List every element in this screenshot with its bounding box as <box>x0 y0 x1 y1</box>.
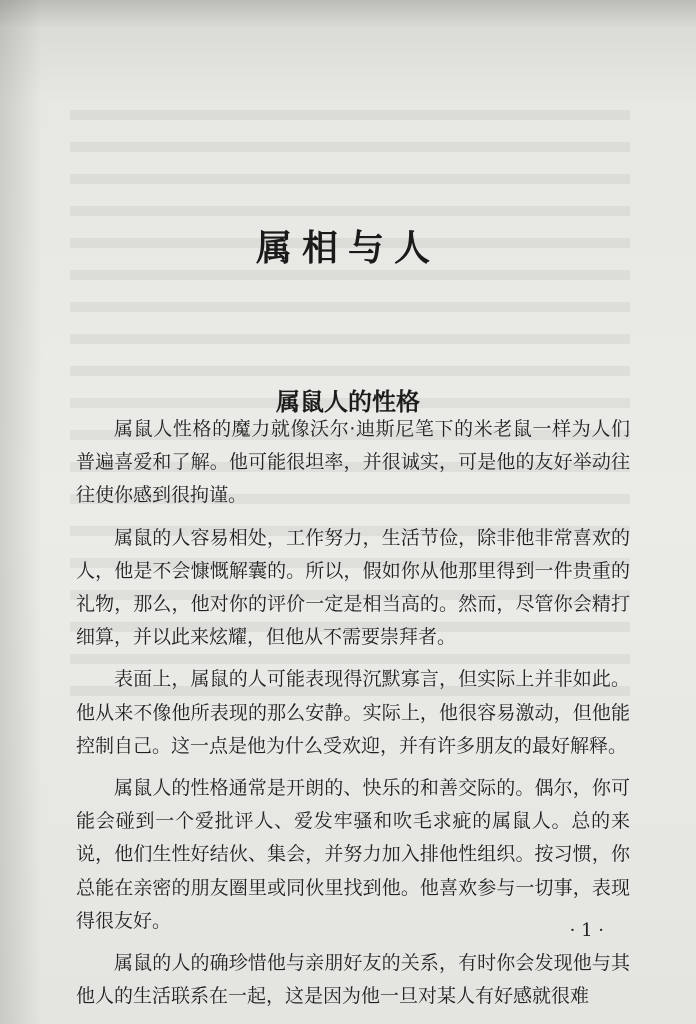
page-spine-shadow <box>0 0 42 1024</box>
paragraph: 属鼠人性格的魔力就像沃尔·迪斯尼笔下的米老鼠一样为人们普遍喜爱和了解。他可能很坦率，并很诚实，可是他的友好举动往往使你感到很拘谨。 <box>76 418 630 507</box>
paragraph: 属鼠人的性格通常是开朗的、快乐的和善交际的。偶尔，你可能会碰到一个爱批评人、爱发牢骚和吹毛求疵的属鼠人。总的来说，他们生性好结伙、集会，并努力加入排他性组织。按习惯，你总能在亲密的朋友圈里或同伙里找到他。他喜欢参与一切事，表现得很友好。 <box>76 777 630 932</box>
paragraph: 属鼠的人的确珍惜他与亲朋好友的关系，有时你会发现他与其他人的生活联系在一起，这是因为他一旦对某人有好感就很难 <box>76 952 630 1008</box>
paragraph: 属鼠的人容易相处，工作努力，生活节俭，除非他非常喜欢的人，他是不会慷慨解囊的。所以，假如你从他那里得到一件贵重的礼物，那么，他对你的评价一定是相当高的。然而，尽管你会精打细算，并以此来炫耀，但他从不需要崇拜者。 <box>76 526 630 649</box>
body-text <box>76 413 630 1022</box>
page-number: · 1 · <box>569 920 604 941</box>
paragraph: 表面上，属鼠的人可能表现得沉默寡言，但实际上并非如此。他从来不像他所表现的那么安静。实际上，他很容易激动，但他能控制自己。这一点是他为什么受欢迎，并有许多朋友的最好解释。 <box>76 668 630 757</box>
chapter-title: 属相与人 <box>255 228 440 270</box>
section-title: 属鼠人的性格 <box>276 387 420 416</box>
page-top-shadow <box>0 0 696 28</box>
